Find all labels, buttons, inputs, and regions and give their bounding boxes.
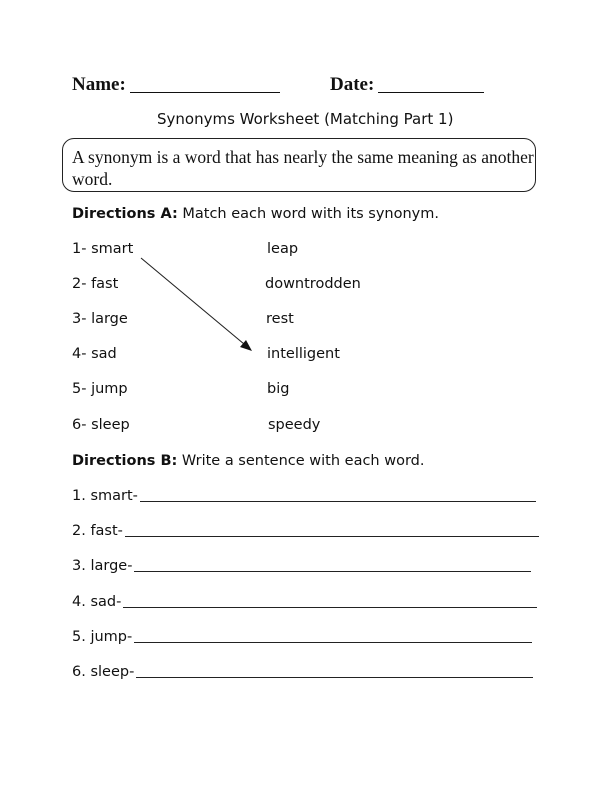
- sentence-input-line[interactable]: [140, 501, 536, 502]
- match-right-item: downtrodden: [265, 276, 361, 292]
- arrow-line: [141, 258, 244, 344]
- match-left-item: 4- sad: [72, 346, 117, 362]
- match-right-item: big: [267, 381, 290, 397]
- sentence-row: [72, 523, 539, 539]
- sentence-label: 6. sleep-: [72, 664, 135, 680]
- match-right-item: intelligent: [267, 346, 340, 362]
- sentence-row: [72, 488, 536, 504]
- match-left-item: 6- sleep: [72, 417, 130, 433]
- directions-a-label: Directions A:: [72, 206, 178, 222]
- match-right-item: speedy: [268, 417, 321, 433]
- match-right-item: rest: [266, 311, 294, 327]
- sentence-input-line[interactable]: [136, 677, 533, 678]
- sentence-input-line[interactable]: [134, 571, 531, 572]
- directions-b-label: Directions B:: [72, 453, 178, 469]
- sentence-input-line[interactable]: [123, 607, 537, 608]
- match-right-item: leap: [267, 241, 299, 257]
- date-label: Date:: [330, 74, 375, 95]
- sentence-label: 4. sad-: [72, 594, 122, 610]
- sentence-label: 2. fast-: [72, 523, 123, 539]
- match-left-item: 2- fast: [72, 276, 119, 292]
- sentence-label: 5. jump-: [72, 629, 133, 645]
- sentence-row: [72, 594, 537, 610]
- sentence-input-line[interactable]: [125, 536, 539, 537]
- directions-b-text: Write a sentence with each word.: [181, 453, 425, 469]
- sentence-label: 1. smart-: [72, 488, 138, 504]
- sentence-label: 3. large-: [72, 558, 133, 574]
- match-left-item: 3- large: [72, 311, 128, 327]
- sentence-input-line[interactable]: [134, 642, 532, 643]
- sentence-row: [72, 629, 532, 645]
- definition-text: A synonym is a word that has nearly the same meaning as another word.: [72, 147, 534, 189]
- worksheet-title: Synonyms Worksheet (Matching Part 1): [157, 110, 454, 128]
- name-label: Name:: [72, 74, 126, 95]
- directions-b: [72, 453, 424, 469]
- directions-a-text: Match each word with its synonym.: [182, 206, 439, 222]
- match-left-item: 1- smart: [72, 241, 134, 257]
- sentence-row: [72, 664, 533, 680]
- match-left-item: 5- jump: [72, 381, 128, 397]
- sentence-row: [72, 558, 531, 574]
